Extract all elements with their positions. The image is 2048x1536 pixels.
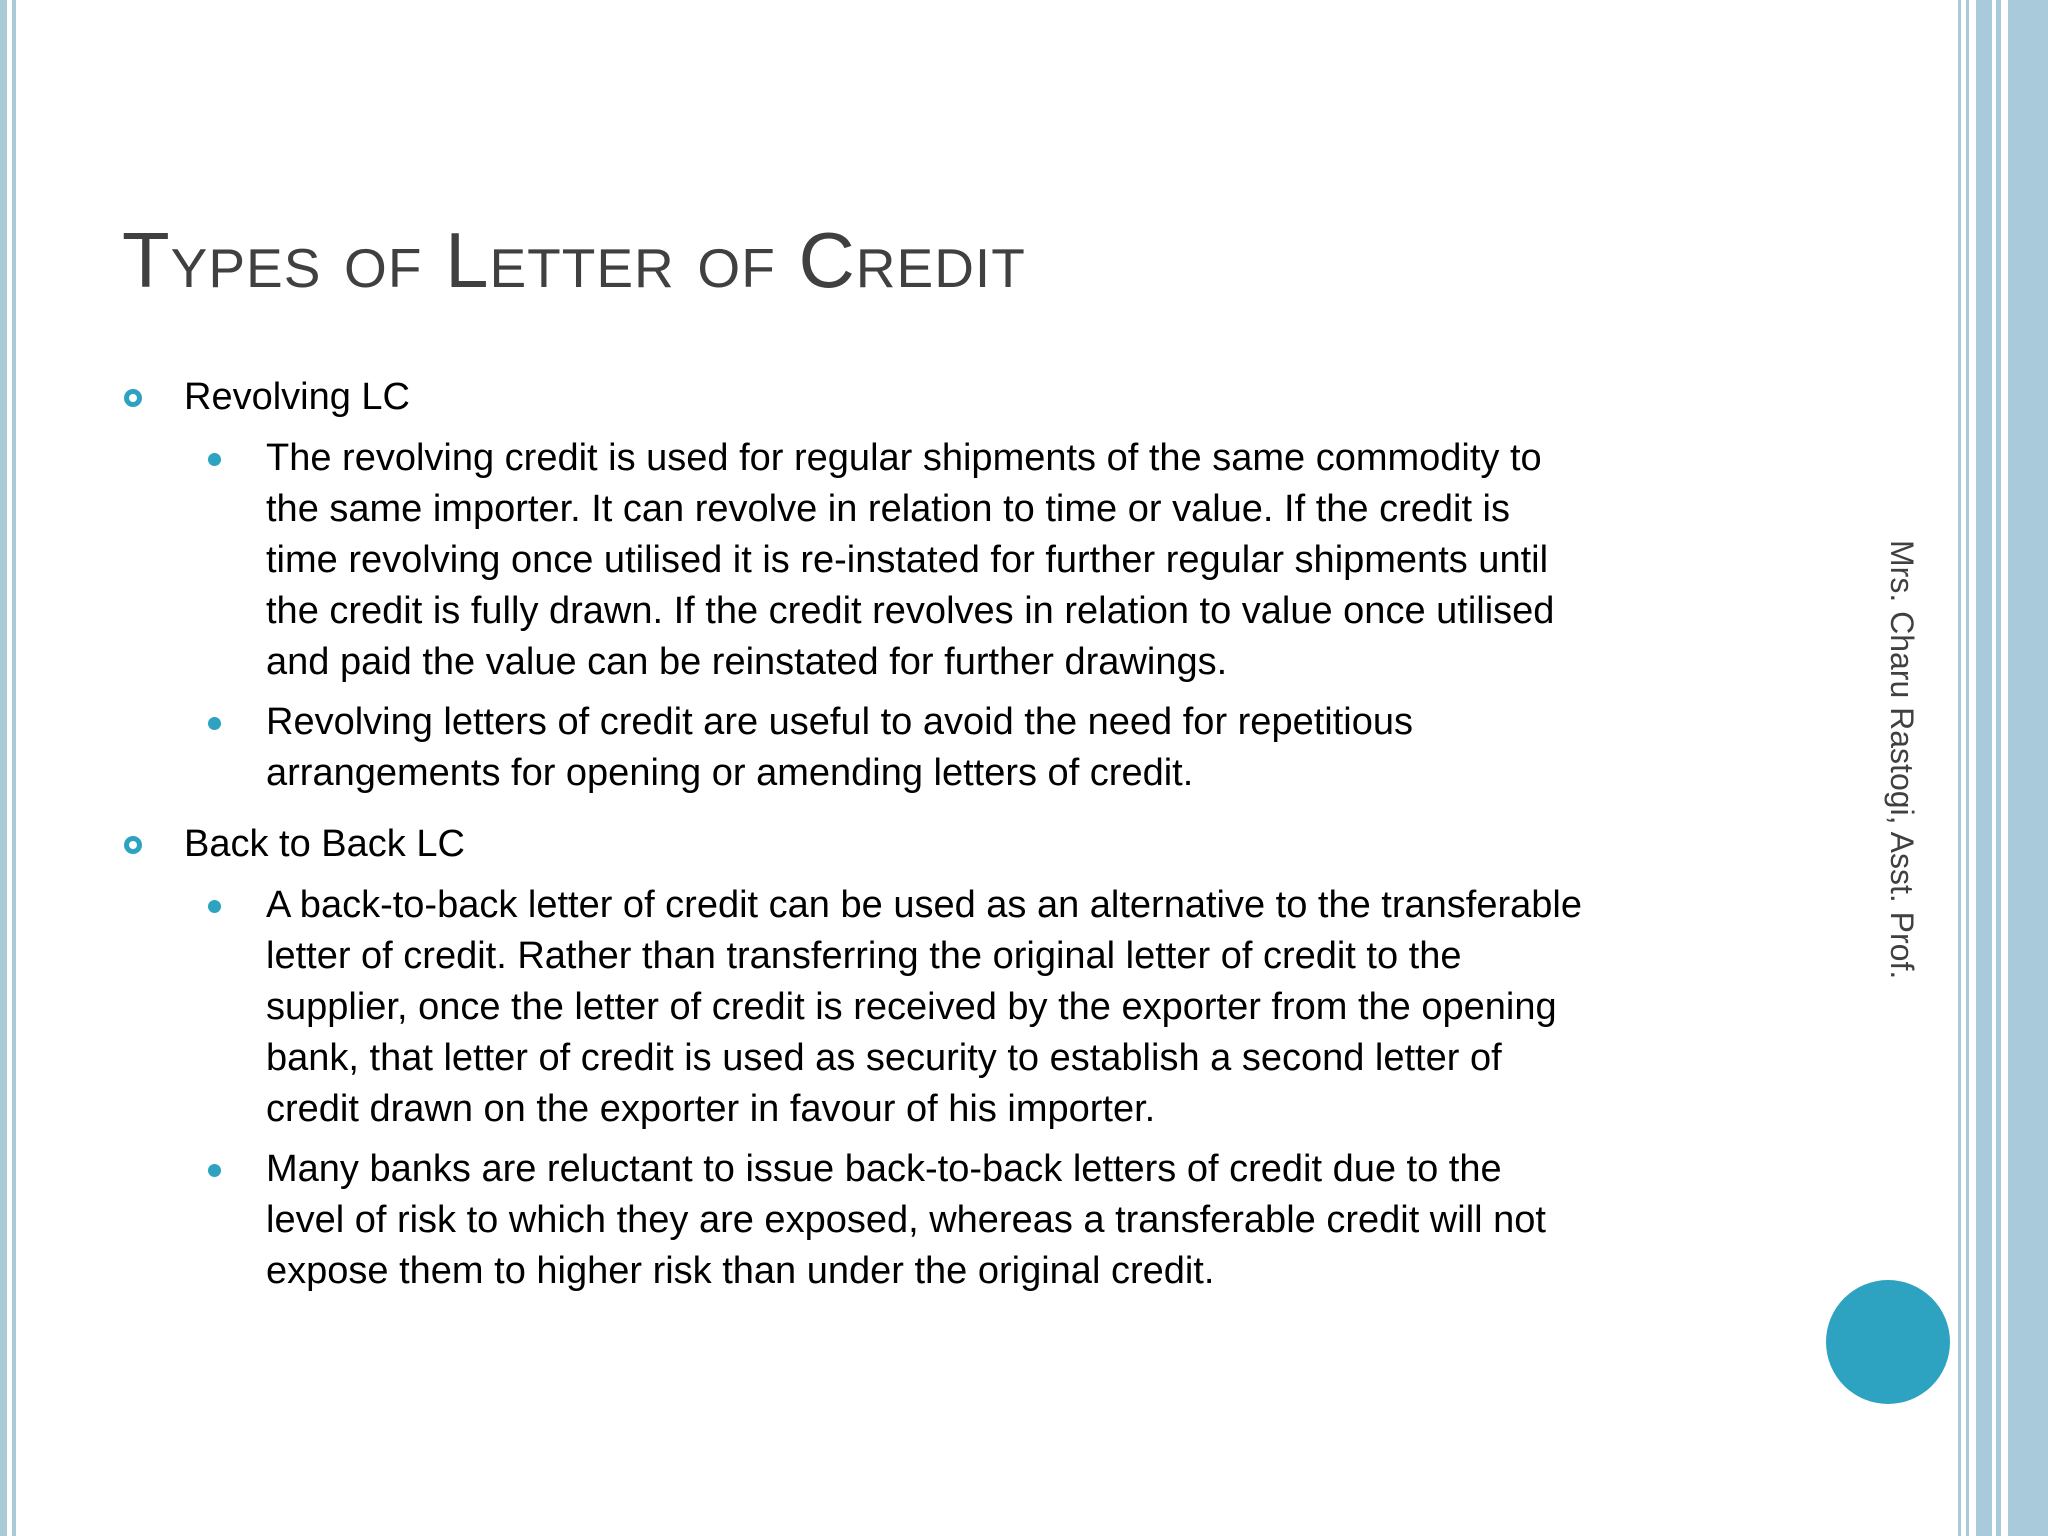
bullet-point-line: the credit is fully drawn. If the credit revolves in relation to value once utilised bbox=[266, 590, 1555, 632]
bullet-point-line: expose them to higher risk than under the original credit. bbox=[266, 1250, 1215, 1292]
bullet-point-line: credit drawn on the exporter in favour of his importer. bbox=[266, 1088, 1156, 1130]
right-decorative-band bbox=[1976, 0, 1992, 1536]
bullet-point bbox=[266, 433, 1766, 688]
bullet-point-line: time revolving once utilised it is re-instated for further regular shipments until bbox=[266, 539, 1549, 581]
bullet-point-line: the same importer. It can revolve in relation to time or value. If the credit is bbox=[266, 488, 1510, 530]
author-credit: Mrs. Charu Rastogi, Asst. Prof. bbox=[1884, 540, 1920, 980]
point-bullet-icon bbox=[208, 717, 221, 730]
bullet-point-line: supplier, once the letter of credit is received by the exporter from the opening bbox=[266, 986, 1557, 1028]
right-decorative-band bbox=[2008, 0, 2048, 1536]
bullet-point-line: Many banks are reluctant to issue back-to-back letters of credit due to the bbox=[266, 1148, 1502, 1190]
bullet-point-line: letter of credit. Rather than transferring the original letter of credit to the bbox=[266, 935, 1462, 977]
right-decorative-line bbox=[1996, 0, 2001, 1536]
slide-title: Types of Letter of Credit bbox=[122, 216, 1026, 304]
left-decorative-stripe-thin bbox=[12, 0, 16, 1536]
bullet-point bbox=[266, 880, 1766, 1135]
bullet-point bbox=[266, 1144, 1766, 1297]
bullet-point-line: level of risk to which they are exposed, whereas a transferable credit will not bbox=[266, 1199, 1546, 1241]
point-bullet-icon bbox=[208, 900, 221, 913]
right-decorative-line bbox=[1958, 0, 1961, 1536]
bullet-point-line: arrangements for opening or amending letters of credit. bbox=[266, 752, 1194, 794]
point-bullet-icon bbox=[208, 453, 221, 466]
point-bullet-icon bbox=[208, 1164, 221, 1177]
bullet-point-line: bank, that letter of credit is used as security to establish a second letter of bbox=[266, 1037, 1502, 1079]
bullet-point-line: The revolving credit is used for regular shipments of the same commodity to bbox=[266, 437, 1542, 479]
right-decorative-line bbox=[1966, 0, 1969, 1536]
section-heading: Back to Back LC bbox=[184, 823, 465, 865]
bullet-point bbox=[266, 697, 1766, 799]
bullet-point-line: A back-to-back letter of credit can be used as an alternative to the transferable bbox=[266, 884, 1582, 926]
section-bullet-icon bbox=[124, 389, 142, 407]
section-heading: Revolving LC bbox=[184, 376, 410, 418]
section-bullet-icon bbox=[124, 836, 142, 854]
left-decorative-stripe bbox=[0, 0, 7, 1536]
bullet-point-line: Revolving letters of credit are useful to avoid the need for repetitious bbox=[266, 701, 1413, 743]
bullet-point-line: and paid the value can be reinstated for further drawings. bbox=[266, 641, 1228, 683]
decorative-circle bbox=[1826, 1280, 1950, 1404]
